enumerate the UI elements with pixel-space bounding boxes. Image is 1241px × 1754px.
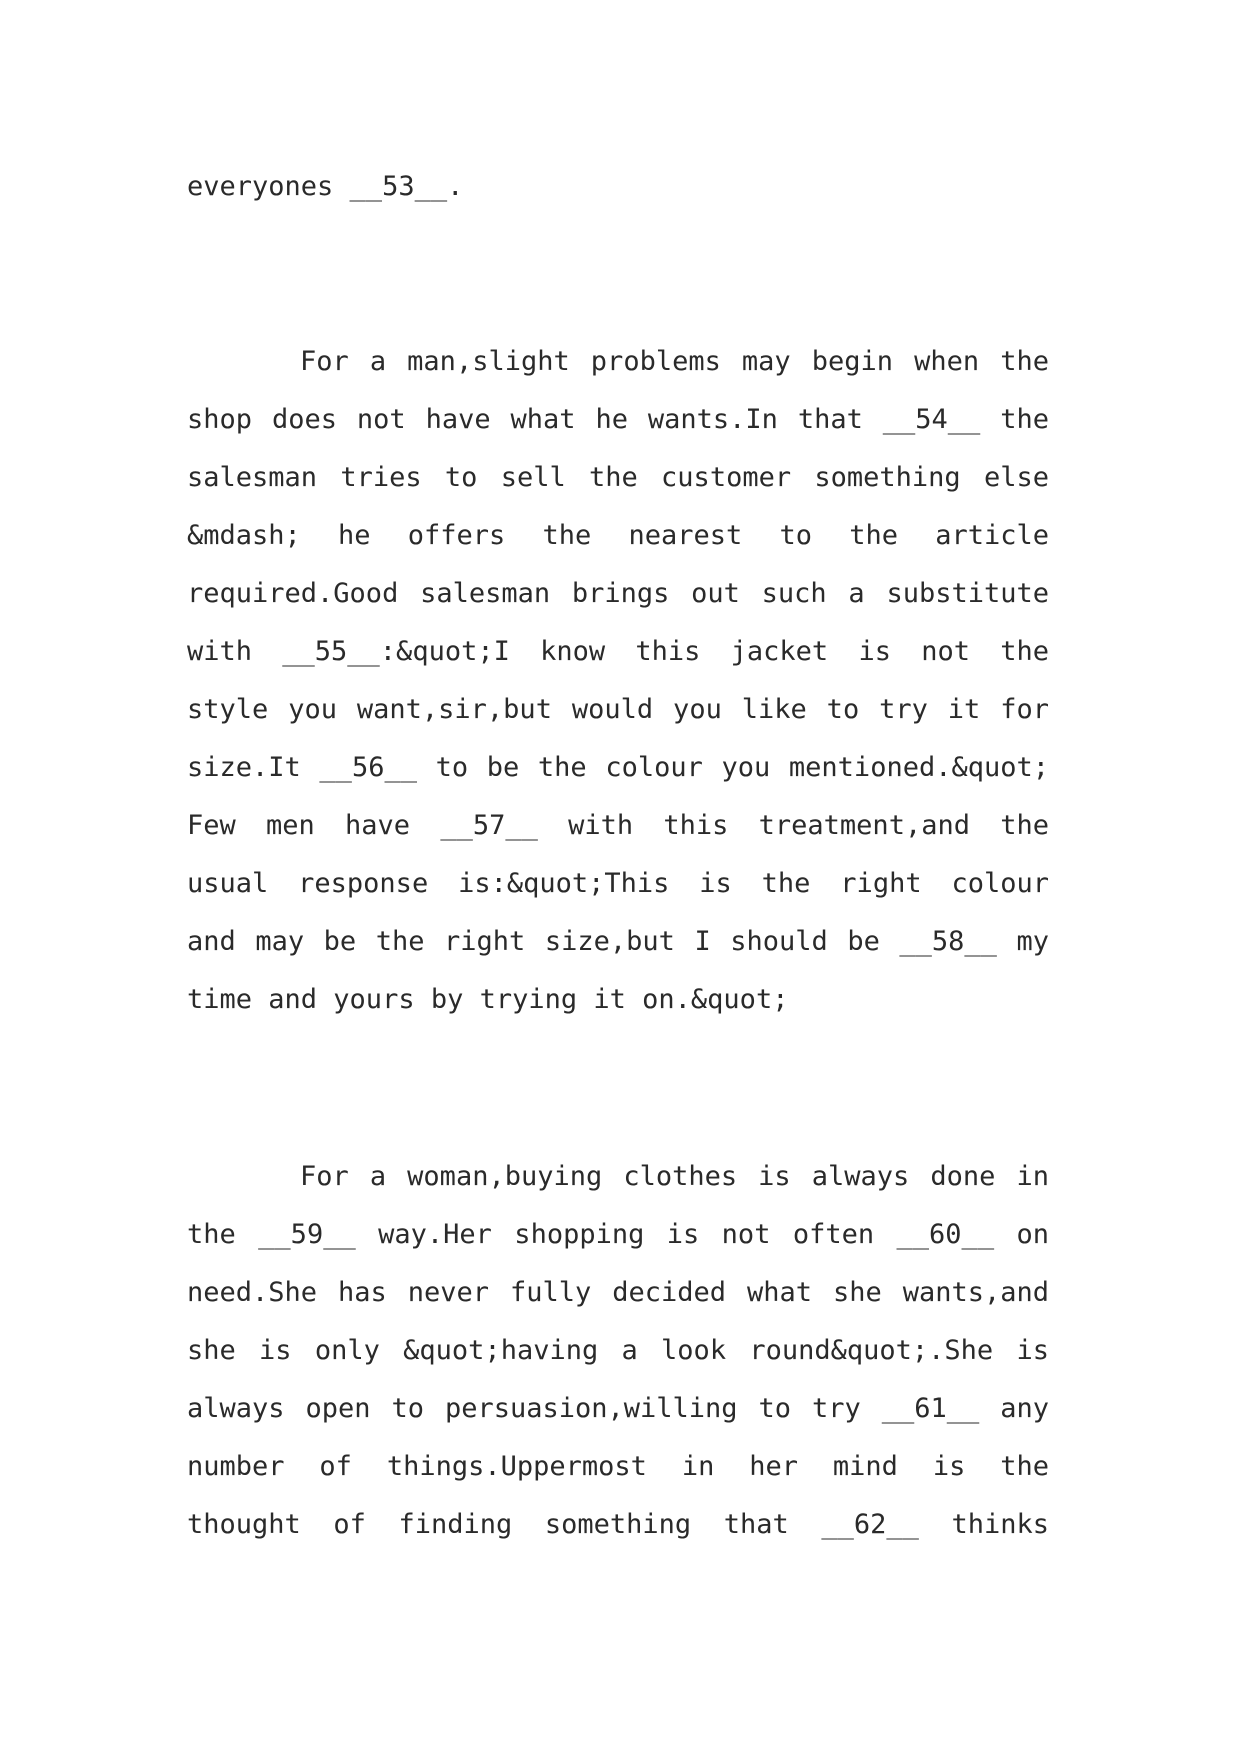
text-line: shop does not have what he wants.In that __54__ the	[187, 404, 1049, 435]
text-line: she is only &quot;having a look round&quot;.She is	[187, 1335, 1049, 1366]
text-line: usual response is:&quot;This is the right colour	[187, 868, 1049, 899]
text-line: need.She has never fully decided what she wants,and	[187, 1277, 1049, 1308]
text-line: &mdash; he offers the nearest to the article	[187, 520, 1049, 551]
text-line: everyones __53__.	[187, 171, 464, 202]
text-line: thought of finding something that __62__ thinks	[187, 1509, 1049, 1540]
text-line: For a man,slight problems may begin when the	[300, 346, 1049, 377]
text-line: Few men have __57__ with this treatment,and the	[187, 810, 1049, 841]
paragraph-1	[187, 158, 1049, 216]
text-line: with __55__:&quot;I know this jacket is not the	[187, 636, 1049, 667]
text-line: and may be the right size,but I should be __58__ my	[187, 926, 1049, 957]
text-line: salesman tries to sell the customer something else	[187, 462, 1049, 493]
text-line: always open to persuasion,willing to try __61__ any	[187, 1393, 1049, 1424]
text-line: size.It __56__ to be the colour you mentioned.&quot;	[187, 752, 1049, 783]
text-line: the __59__ way.Her shopping is not often __60__ on	[187, 1219, 1049, 1250]
paragraph-3	[187, 1148, 1049, 1554]
paragraph-2	[187, 333, 1049, 1029]
text-line: required.Good salesman brings out such a substitute	[187, 578, 1049, 609]
text-line: For a woman,buying clothes is always done in	[300, 1161, 1049, 1192]
text-line: time and yours by trying it on.&quot;	[187, 984, 789, 1015]
text-line: number of things.Uppermost in her mind is the	[187, 1451, 1049, 1482]
text-line: style you want,sir,but would you like to try it for	[187, 694, 1049, 725]
